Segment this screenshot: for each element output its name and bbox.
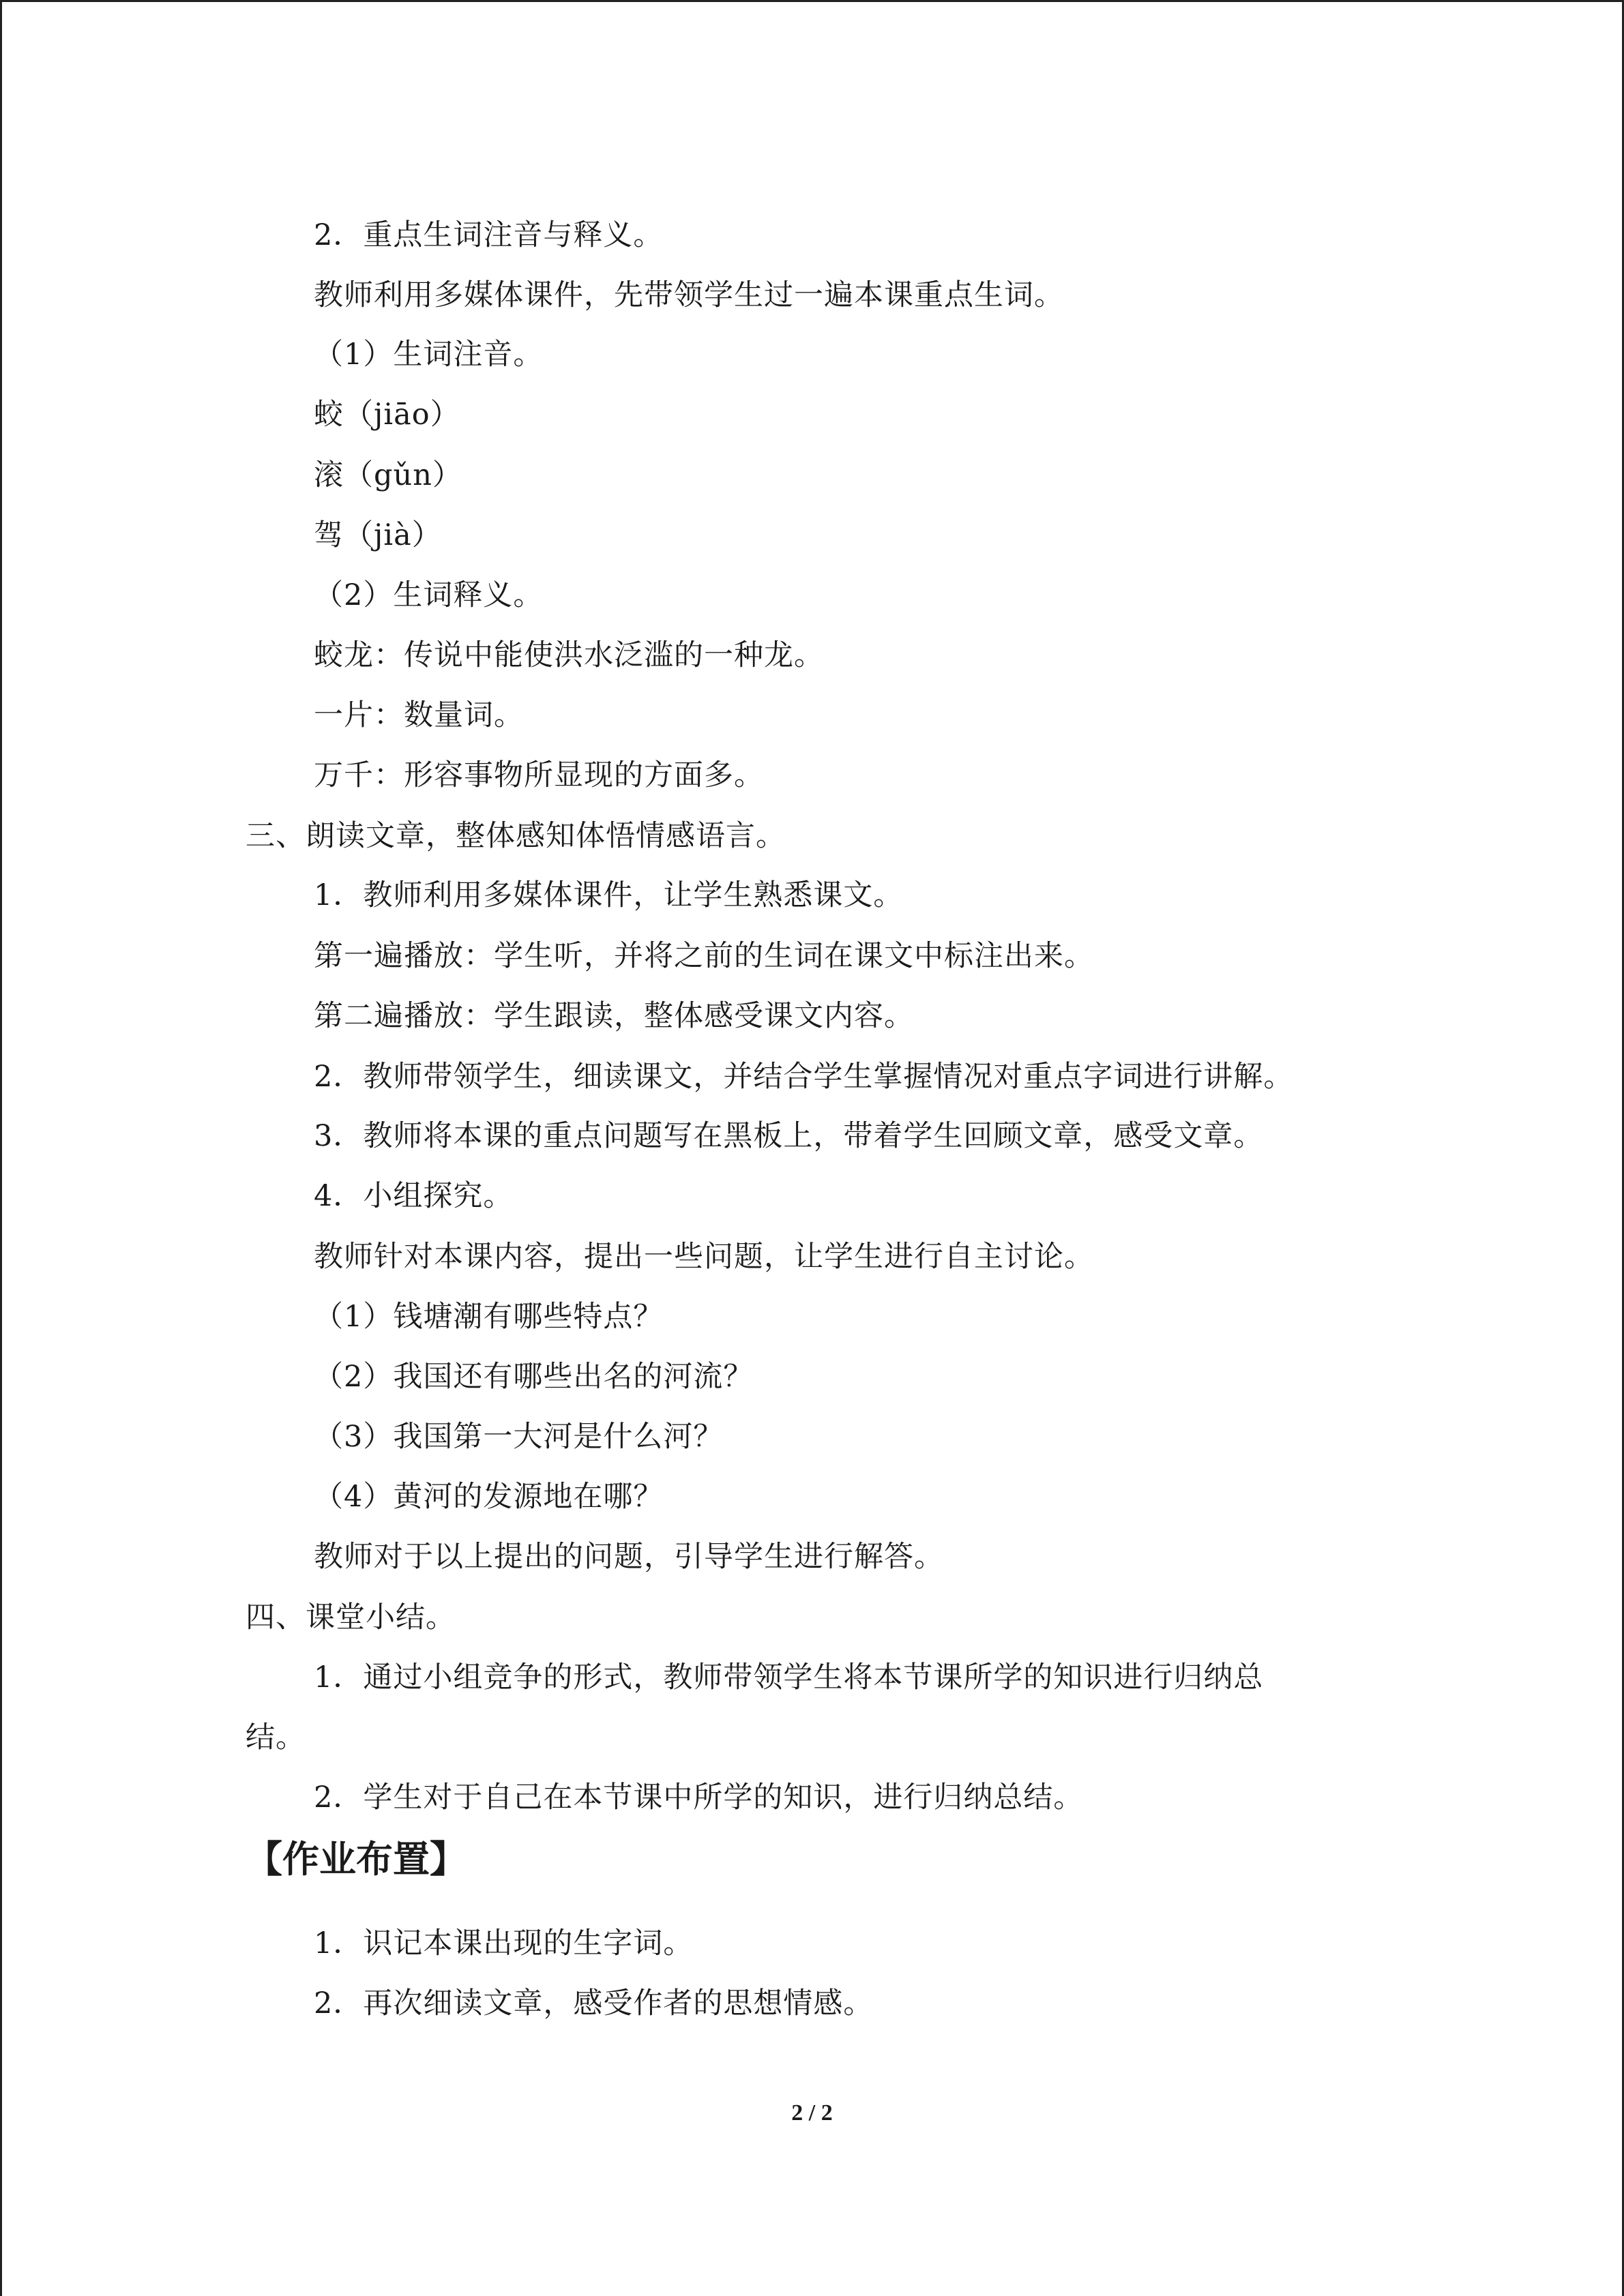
text-line: 2．学生对于自己在本节课中所学的知识，进行归纳总结。 bbox=[314, 1780, 1084, 1815]
text-line: 万千：形容事物所显现的方面多。 bbox=[314, 758, 764, 792]
page-number: 2 / 2 bbox=[791, 2100, 833, 2126]
text-line: 蛟龙：传说中能使洪水泛滥的一种龙。 bbox=[314, 638, 824, 672]
text-line: 1．通过小组竞争的形式，教师带领学生将本节课所学的知识进行归纳总 bbox=[314, 1660, 1264, 1695]
text-line: （3）我国第一大河是什么河？ bbox=[314, 1420, 724, 1454]
text-line: （2）生词释义。 bbox=[314, 578, 544, 612]
text-line: 4．小组探究。 bbox=[314, 1179, 514, 1213]
text-line: （2）我国还有哪些出名的河流？ bbox=[314, 1360, 754, 1394]
text-line: 第一遍播放：学生听，并将之前的生词在课文中标注出来。 bbox=[314, 939, 1094, 973]
homework-item: 2．再次细读文章，感受作者的思想情感。 bbox=[314, 1986, 874, 2021]
text-line: 2．教师带领学生，细读课文，并结合学生掌握情况对重点字词进行讲解。 bbox=[314, 1060, 1294, 1094]
page-top-border bbox=[0, 0, 1624, 2]
page-left-border bbox=[0, 0, 2, 2296]
text-line: （4）黄河的发源地在哪？ bbox=[314, 1480, 664, 1514]
text-line: 驾（jià） bbox=[314, 518, 442, 552]
text-line: 3．教师将本课的重点问题写在黑板上，带着学生回顾文章，感受文章。 bbox=[314, 1119, 1264, 1153]
homework-item: 1．识记本课出现的生字词。 bbox=[314, 1926, 694, 1960]
text-line: 2．重点生词注音与释义。 bbox=[314, 218, 664, 252]
section-heading: 四、课堂小结。 bbox=[246, 1600, 456, 1635]
text-line: （1）钱塘潮有哪些特点？ bbox=[314, 1300, 664, 1334]
text-line: 蛟（jiāo） bbox=[314, 398, 460, 432]
text-line: 教师利用多媒体课件，先带领学生过一遍本课重点生词。 bbox=[314, 278, 1064, 312]
text-line: 教师针对本课内容，提出一些问题，让学生进行自主讨论。 bbox=[314, 1240, 1094, 1274]
text-line: （1）生词注音。 bbox=[314, 338, 544, 372]
section-heading: 三、朗读文章，整体感知体悟情感语言。 bbox=[246, 819, 786, 853]
text-line: 1．教师利用多媒体课件，让学生熟悉课文。 bbox=[314, 878, 904, 912]
text-line: 教师对于以上提出的问题，引导学生进行解答。 bbox=[314, 1540, 944, 1574]
text-line: 一片：数量词。 bbox=[314, 698, 524, 732]
text-line: 第二遍播放：学生跟读，整体感受课文内容。 bbox=[314, 999, 914, 1033]
text-line: 滚（gǔn） bbox=[314, 458, 462, 492]
homework-heading: 【作业布置】 bbox=[246, 1838, 467, 1881]
text-line: 结。 bbox=[246, 1720, 306, 1755]
